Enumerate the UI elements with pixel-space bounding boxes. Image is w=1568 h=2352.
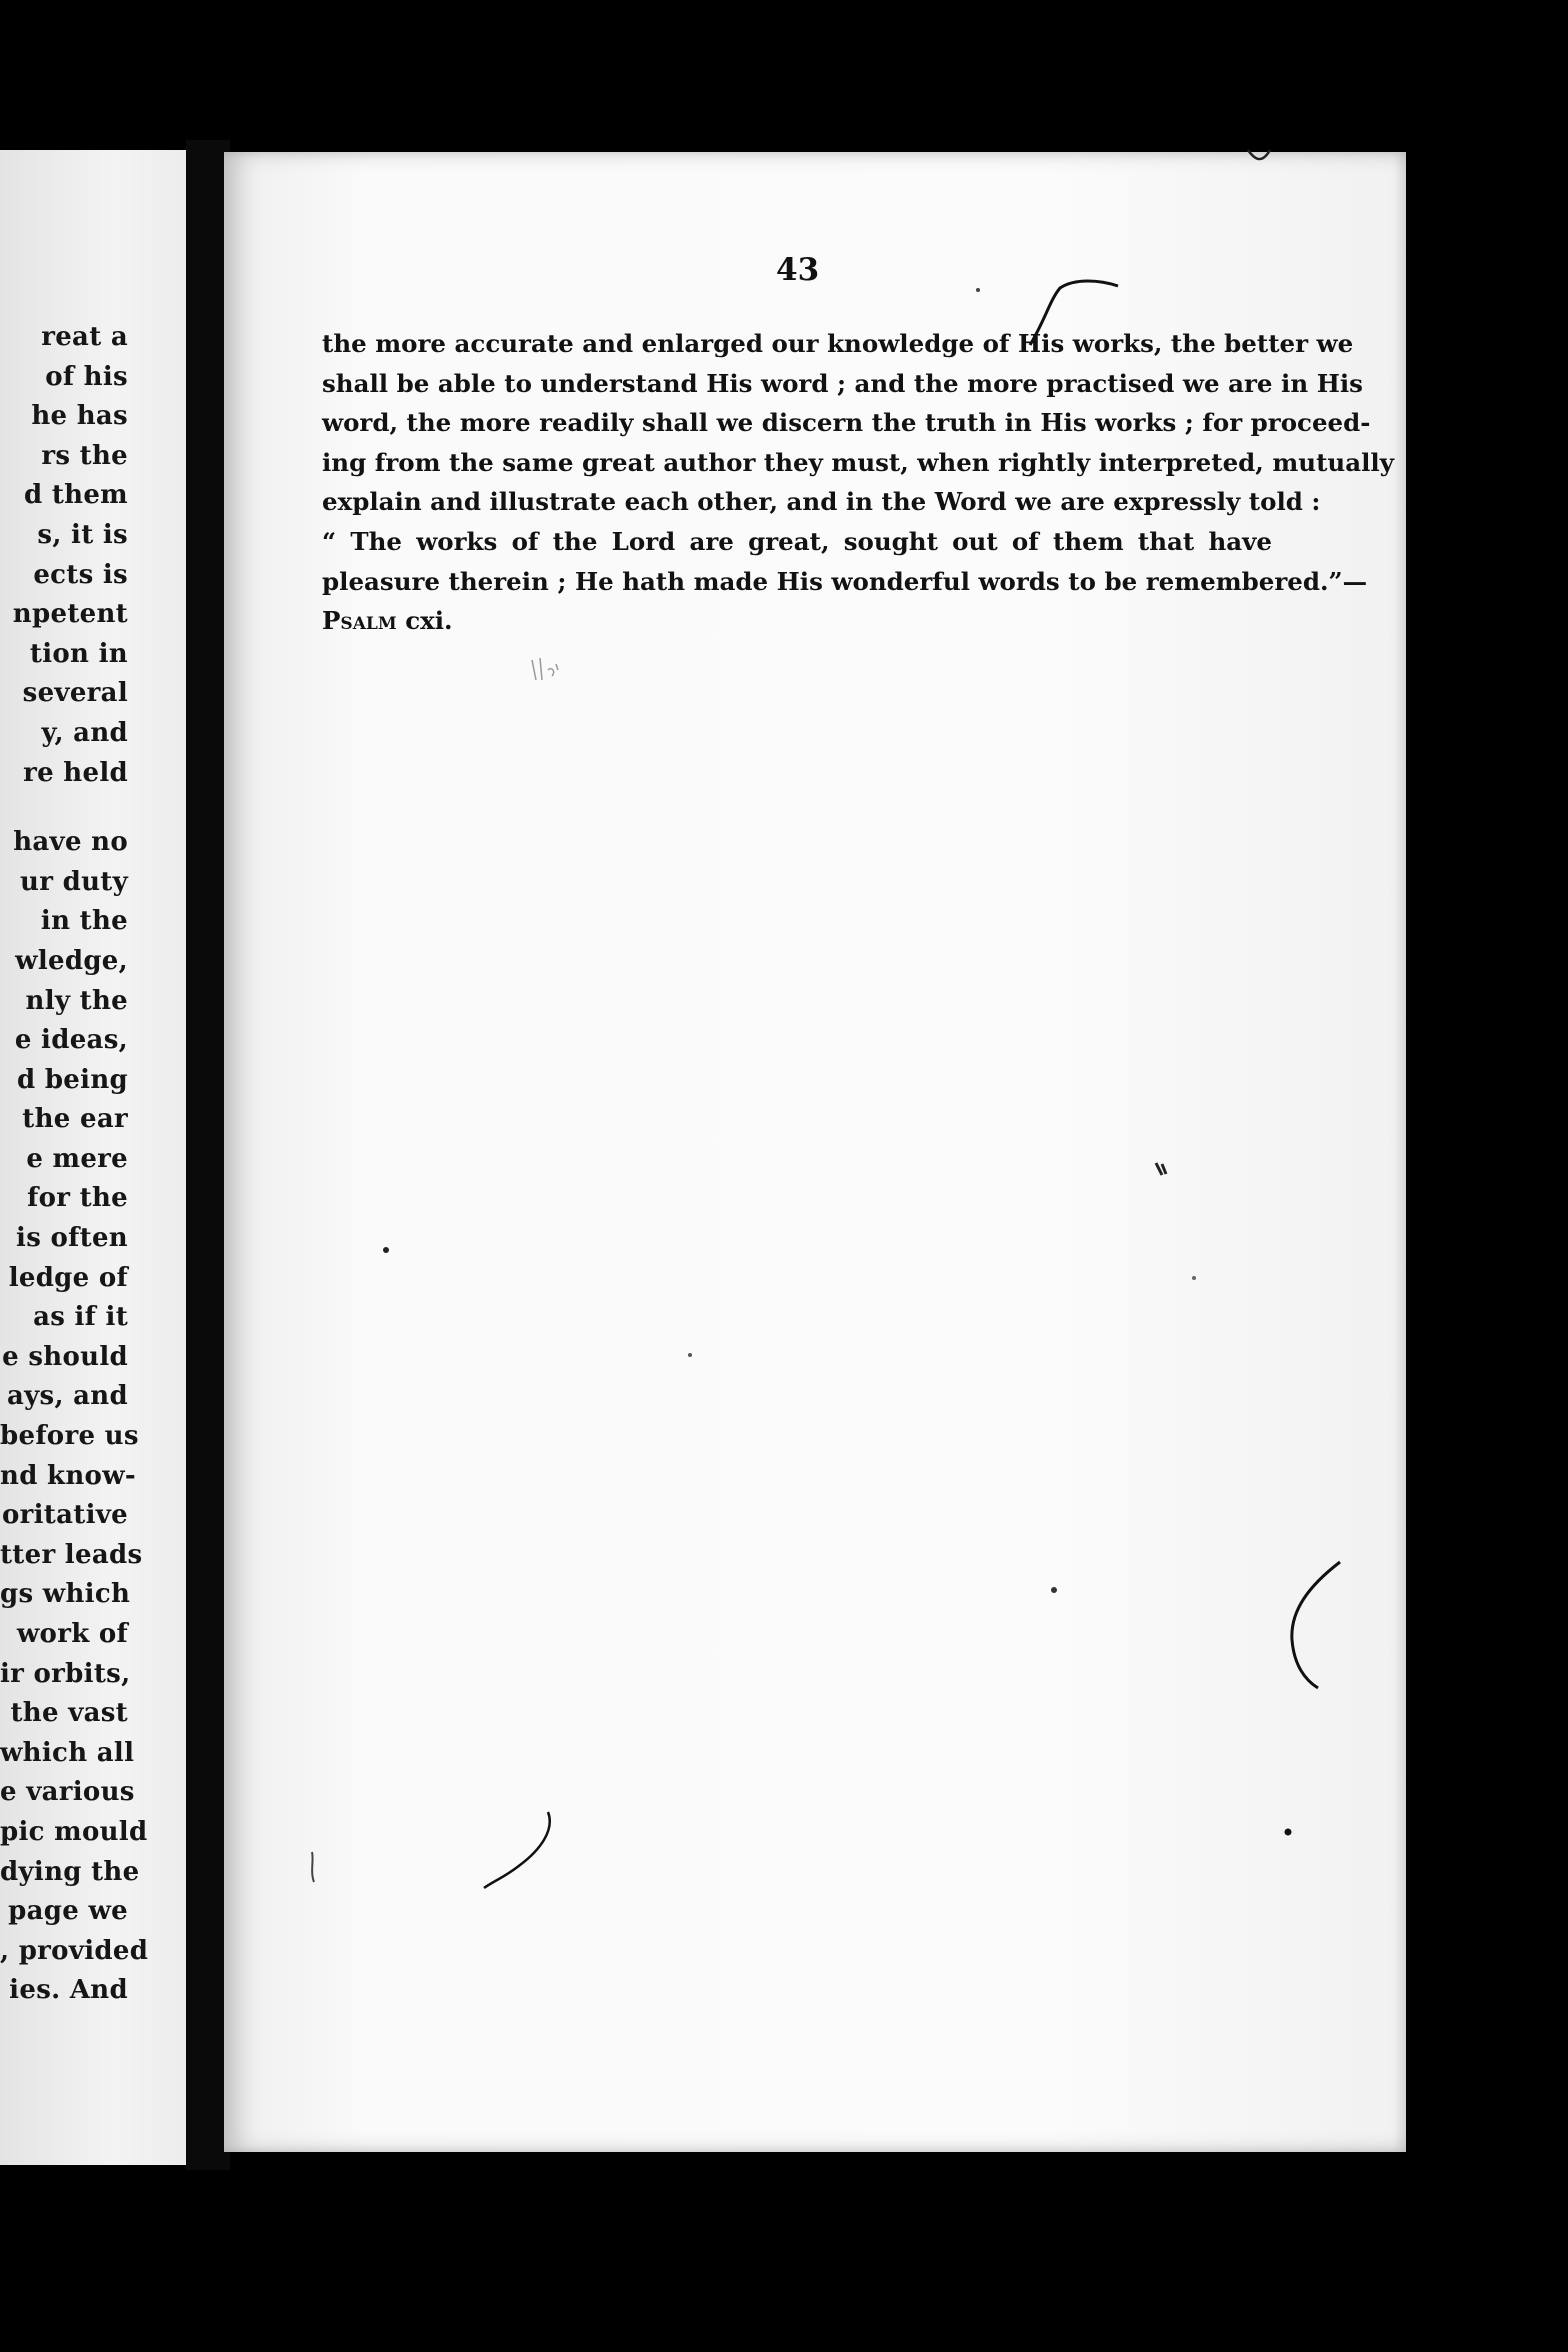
text-line: wledge,	[15, 945, 128, 976]
text-line: re held	[23, 757, 128, 788]
text-line: work of	[16, 1619, 128, 1649]
text-line: have no	[13, 827, 128, 858]
text-line: gs which	[0, 1579, 131, 1610]
text-line: shall be able to understand His word ; and the more practised we are in His	[322, 368, 1363, 398]
text-line: d being	[16, 1064, 128, 1095]
text-line: ledge of	[8, 1262, 128, 1293]
text-line: ays, and	[6, 1381, 128, 1412]
text-line: , provided	[0, 1935, 149, 1966]
text-line: ur duty	[20, 866, 128, 897]
text-line: reat a	[41, 322, 128, 352]
text-line: dying the	[0, 1856, 140, 1887]
text-line: ects is	[33, 559, 128, 590]
page-number: 43	[776, 252, 820, 288]
text-line: pleasure therein ; He hath made His wonderful words to be remembered.”—	[322, 566, 1368, 596]
text-line: for the	[27, 1183, 128, 1214]
text-line: e ideas,	[14, 1025, 128, 1056]
text-line: ing from the same great author they must, when rightly interpreted, mutually	[322, 447, 1394, 477]
text-line: which all	[0, 1737, 135, 1768]
text-line: explain and illustrate each other, and in the Word we are expressly told :	[322, 487, 1321, 517]
citation-line	[322, 601, 1272, 641]
text-line: “ The works of the Lord are great, sought out of them that have	[322, 526, 1272, 556]
text-line: as if it	[33, 1302, 128, 1333]
text-line: before us	[0, 1421, 139, 1452]
text-line: e various	[0, 1777, 135, 1808]
text-line: the more accurate and enlarged our knowledge of His works, the better we	[322, 329, 1354, 358]
text-line: page we	[8, 1896, 128, 1927]
text-line: oritative	[1, 1500, 128, 1531]
previous-page-text	[0, 318, 149, 2011]
text-line: e mere	[26, 1143, 128, 1174]
text-line: rs the	[41, 440, 128, 471]
text-line: e should	[2, 1341, 128, 1372]
text-line: d them	[24, 480, 128, 511]
text-line: several	[22, 678, 128, 709]
text-line: ies. And	[9, 1975, 128, 2006]
text-line: nd know-	[0, 1460, 136, 1491]
previous-page-fragment	[0, 150, 190, 2165]
text-line: s, it is	[37, 519, 128, 550]
text-line: tion in	[29, 638, 128, 669]
text-line: nly the	[25, 985, 128, 1016]
page-body-text	[322, 324, 1394, 641]
text-line: the vast	[10, 1698, 128, 1729]
text-line: he has	[31, 401, 128, 432]
text-line: y, and	[41, 717, 128, 748]
text-line: is often	[16, 1223, 128, 1254]
text-line: in the	[40, 906, 128, 937]
text-line: ir orbits,	[0, 1658, 131, 1689]
text-line: pic mould	[0, 1816, 148, 1847]
page	[224, 152, 1406, 2152]
citation-book: Psalm	[322, 606, 397, 636]
text-line: tter leads	[0, 1539, 143, 1570]
text-line: npetent	[12, 599, 128, 630]
text-line: of his	[45, 361, 128, 392]
text-line: the ear	[22, 1104, 128, 1135]
citation-chapter: cxi.	[405, 606, 453, 636]
text-line: word, the more readily shall we discern the truth in His works ; for proceed-	[322, 408, 1371, 438]
